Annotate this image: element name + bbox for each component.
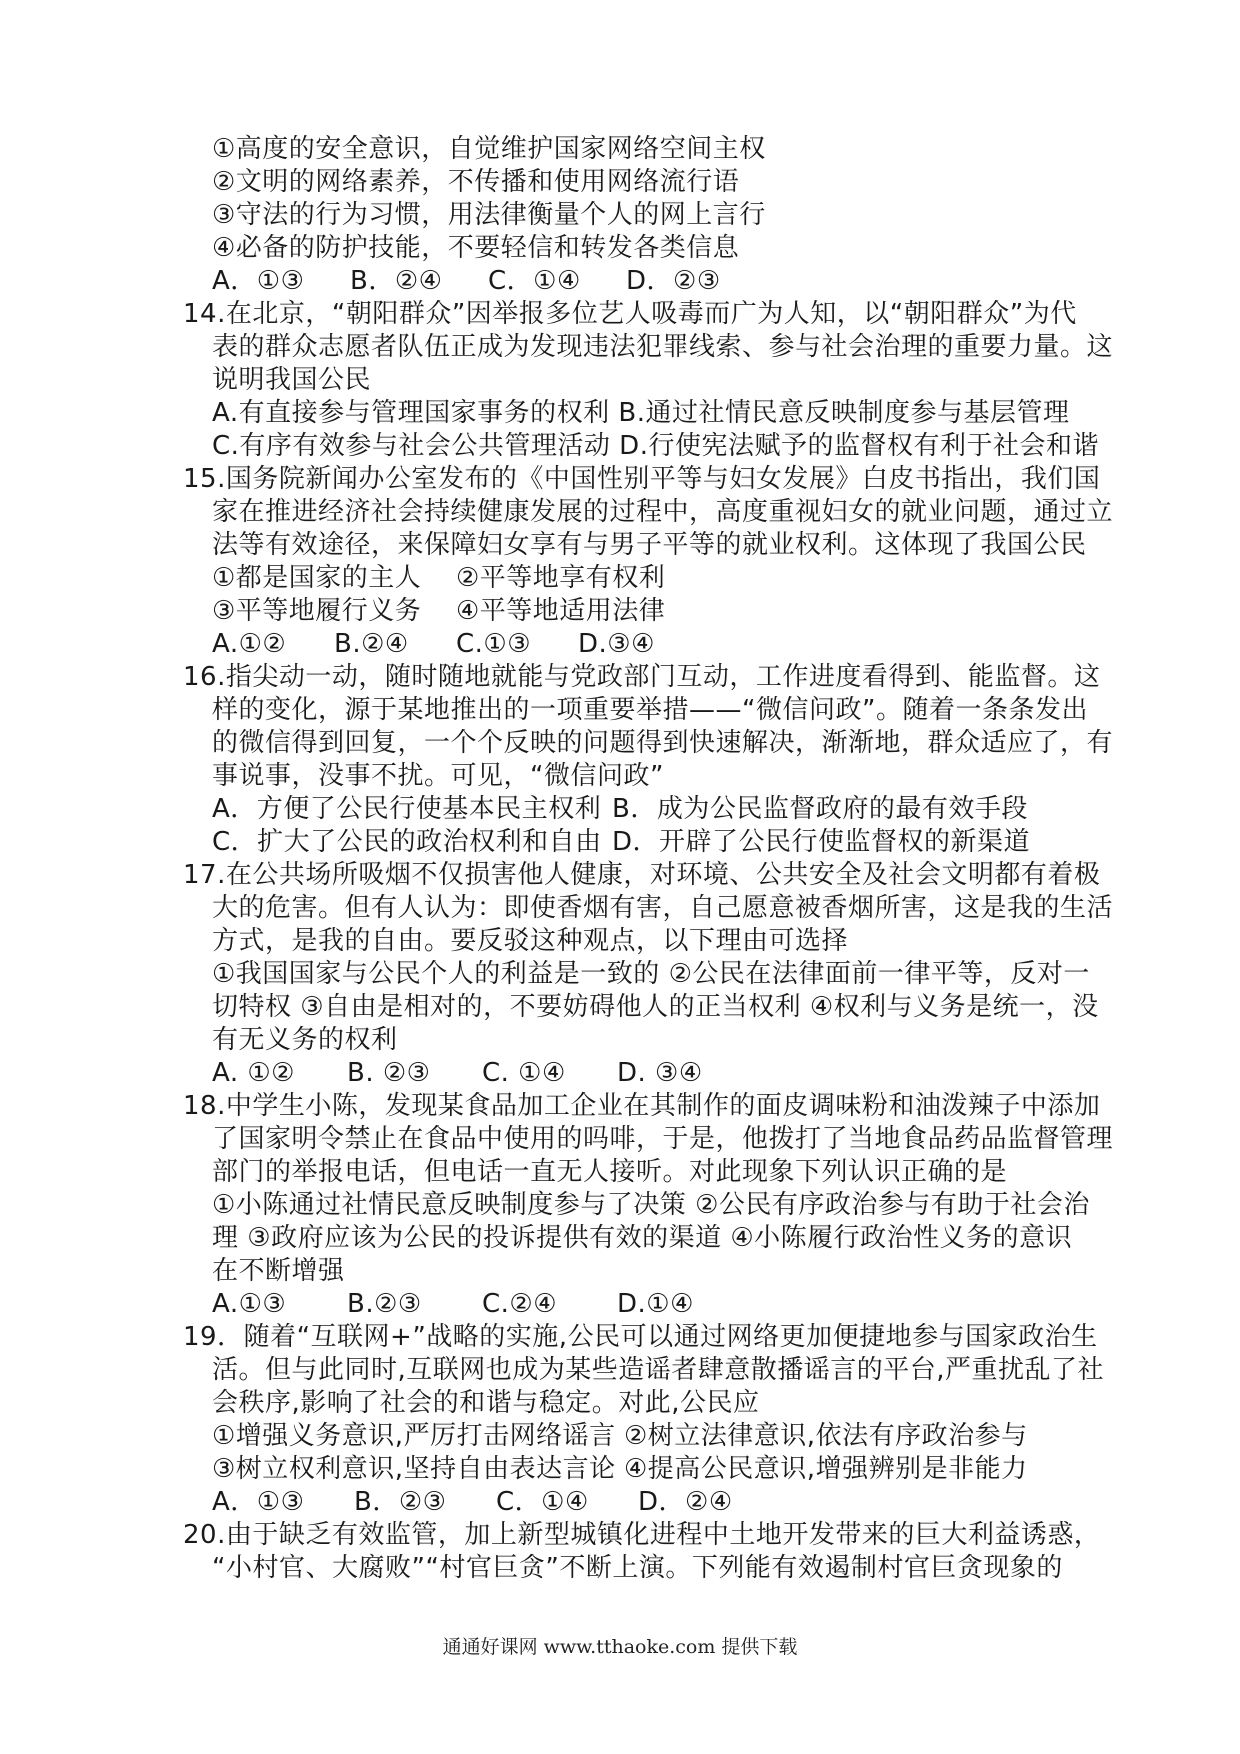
- q13-item-4: ④必备的防护技能，不要轻信和转发各类信息: [212, 233, 740, 263]
- q13-item-1: ①高度的安全意识，自觉维护国家网络空间主权: [212, 134, 766, 164]
- q17-stem-3: 方式，是我的自由。要反驳这种观点，以下理由可选择: [212, 926, 849, 956]
- q15-option-d: D.③④: [578, 629, 655, 659]
- q14-stem-1: 14.在北京，“朝阳群众”因举报多位艺人吸毒而广为人知，以“朝阳群众”为代: [183, 299, 1077, 329]
- q13-option-c: C．①④: [488, 266, 581, 296]
- q19-option-d: D．②④: [638, 1487, 733, 1517]
- q20-stem-1: 20.由于缺乏有效监管，加上新型城镇化进程中土地开发带来的巨大利益诱惑，: [183, 1520, 1101, 1550]
- q15-stem-3: 法等有效途径，来保障妇女享有与男子平等的就业权利。这体现了我国公民: [212, 530, 1087, 560]
- q14-stem-2: 表的群众志愿者队伍正成为发现违法犯罪线索、参与社会治理的重要力量。这: [212, 332, 1114, 362]
- q19-stem-2: 活。但与此同时,互联网也成为某些造谣者肆意散播谣言的平台,严重扰乱了社: [212, 1355, 1105, 1385]
- q18-option-a: A.①③: [212, 1289, 287, 1319]
- q15-item-4: ④平等地适用法律: [456, 596, 666, 626]
- q19-item-1: ①增强义务意识,严厉打击网络谣言: [212, 1421, 616, 1451]
- q15-item-2: ②平等地享有权利: [456, 563, 666, 593]
- q18-items-1: ①小陈通过社情民意反映制度参与了决策 ②公民有序政治参与有助于社会治: [212, 1190, 1090, 1220]
- q15-items-row-1: [212, 562, 665, 594]
- q19-option-a: A．①③: [212, 1487, 305, 1517]
- q17-items-1: ①我国国家与公民个人的利益是一致的 ②公民在法律面前一律平等，反对一: [212, 959, 1090, 989]
- q15-items-row-2: [212, 595, 665, 627]
- q18-stem-3: 部门的举报电话，但电话一直无人接听。对此现象下列认识正确的是: [212, 1157, 1008, 1187]
- q16-option-d: D．开辟了公民行使监督权的新渠道: [612, 827, 1031, 857]
- q19-option-b: B．②③: [354, 1487, 447, 1517]
- q17-items-3: 有无义务的权利: [212, 1025, 398, 1055]
- q19-items-row-2: [212, 1453, 1028, 1485]
- q16-options-cd: [212, 826, 1030, 858]
- q15-options: [212, 628, 655, 660]
- q15-item-3: ③平等地履行义务: [212, 596, 422, 626]
- q16-stem-1: 16.指尖动一动，随时随地就能与党政部门互动，工作进度看得到、能监督。这: [183, 662, 1101, 692]
- q15-stem-1: 15.国务院新闻办公室发布的《中国性别平等与妇女发展》白皮书指出，我们国: [183, 464, 1101, 494]
- q18-items-3: 在不断增强: [212, 1256, 345, 1286]
- q17-stem-1: 17.在公共场所吸烟不仅损害他人健康，对环境、公共安全及社会文明都有着极: [183, 860, 1101, 890]
- q15-item-1: ①都是国家的主人: [212, 563, 422, 593]
- q18-stem-2: 了国家明令禁止在食品中使用的吗啡，于是，他拨打了当地食品药品监督管理: [212, 1124, 1114, 1154]
- q16-option-c: C．扩大了公民的政治权利和自由: [212, 827, 602, 857]
- q19-stem-1: 19．随着“互联网+”战略的实施,公民可以通过网络更加便捷地参与国家政治生: [183, 1322, 1098, 1352]
- q16-options-ab: [212, 793, 1028, 825]
- q19-item-2: ②树立法律意识,依法有序政治参与: [624, 1421, 1028, 1451]
- q17-items-2: 切特权 ③自由是相对的，不要妨碍他人的正当权利 ④权利与义务是统一，没: [212, 992, 1099, 1022]
- q14-options-ab: A.有直接参与管理国家事务的权利 B.通过社情民意反映制度参与基层管理: [212, 398, 1070, 428]
- q15-option-a: A.①②: [212, 629, 287, 659]
- q19-items-row-1: [212, 1420, 1028, 1452]
- q15-stem-2: 家在推进经济社会持续健康发展的过程中，高度重视妇女的就业问题，通过立: [212, 497, 1114, 527]
- footer-source: 通通好课网 www.tthaoke.com 提供下载: [442, 1636, 798, 1658]
- q19-item-3: ③树立权利意识,坚持自由表达言论: [212, 1454, 616, 1484]
- q18-option-c: C.②④: [482, 1289, 558, 1319]
- q18-stem-1: 18.中学生小陈，发现某食品加工企业在其制作的面皮调味粉和油泼辣子中添加: [183, 1091, 1101, 1121]
- q18-items-2: 理 ③政府应该为公民的投诉提供有效的渠道 ④小陈履行政治性义务的意识: [212, 1223, 1073, 1253]
- q13-option-b: B．②④: [350, 266, 443, 296]
- q17-option-a: A. ①②: [212, 1058, 295, 1088]
- q19-stem-3: 会秩序,影响了社会的和谐与稳定。对此,公民应: [212, 1388, 760, 1418]
- q17-option-d: D. ③④: [617, 1058, 703, 1088]
- q20-stem-2: “小村官、大腐败”“村官巨贪”不断上演。下列能有效遏制村官巨贪现象的: [212, 1553, 1063, 1583]
- q13-options: [212, 265, 721, 297]
- q19-item-4: ④提高公民意识,增强辨别是非能力: [624, 1454, 1028, 1484]
- q13-item-2: ②文明的网络素养，不传播和使用网络流行语: [212, 167, 740, 197]
- q16-option-b: B．成为公民监督政府的最有效手段: [612, 794, 1028, 824]
- q19-option-c: C．①④: [496, 1487, 589, 1517]
- q18-option-d: D.①④: [617, 1289, 694, 1319]
- q16-stem-4: 事说事，没事不扰。可见，“微信问政”: [212, 761, 664, 791]
- q17-option-b: B. ②③: [347, 1058, 431, 1088]
- q17-option-c: C. ①④: [482, 1058, 566, 1088]
- q18-option-b: B.②③: [347, 1289, 422, 1319]
- q18-options: [212, 1288, 694, 1320]
- q19-options: [212, 1486, 733, 1518]
- q16-option-a: A．方便了公民行使基本民主权利: [212, 794, 602, 824]
- q17-stem-2: 大的危害。但有人认为：即使香烟有害，自己愿意被香烟所害，这是我的生活: [212, 893, 1114, 923]
- q14-stem-3: 说明我国公民: [212, 365, 372, 395]
- q16-stem-3: 的微信得到回复，一个个反映的问题得到快速解决，渐渐地，群众适应了，有: [212, 728, 1114, 758]
- q15-option-c: C.①③: [456, 629, 532, 659]
- q13-option-d: D．②③: [626, 266, 721, 296]
- q17-options: [212, 1057, 703, 1089]
- q15-option-b: B.②④: [334, 629, 409, 659]
- q16-stem-2: 样的变化，源于某地推出的一项重要举措——“微信问政”。随着一条条发出: [212, 695, 1088, 725]
- q13-option-a: A．①③: [212, 266, 305, 296]
- q14-options-cd: C.有序有效参与社会公共管理活动 D.行使宪法赋予的监督权有利于社会和谐: [212, 431, 1099, 461]
- q13-item-3: ③守法的行为习惯，用法律衡量个人的网上言行: [212, 200, 766, 230]
